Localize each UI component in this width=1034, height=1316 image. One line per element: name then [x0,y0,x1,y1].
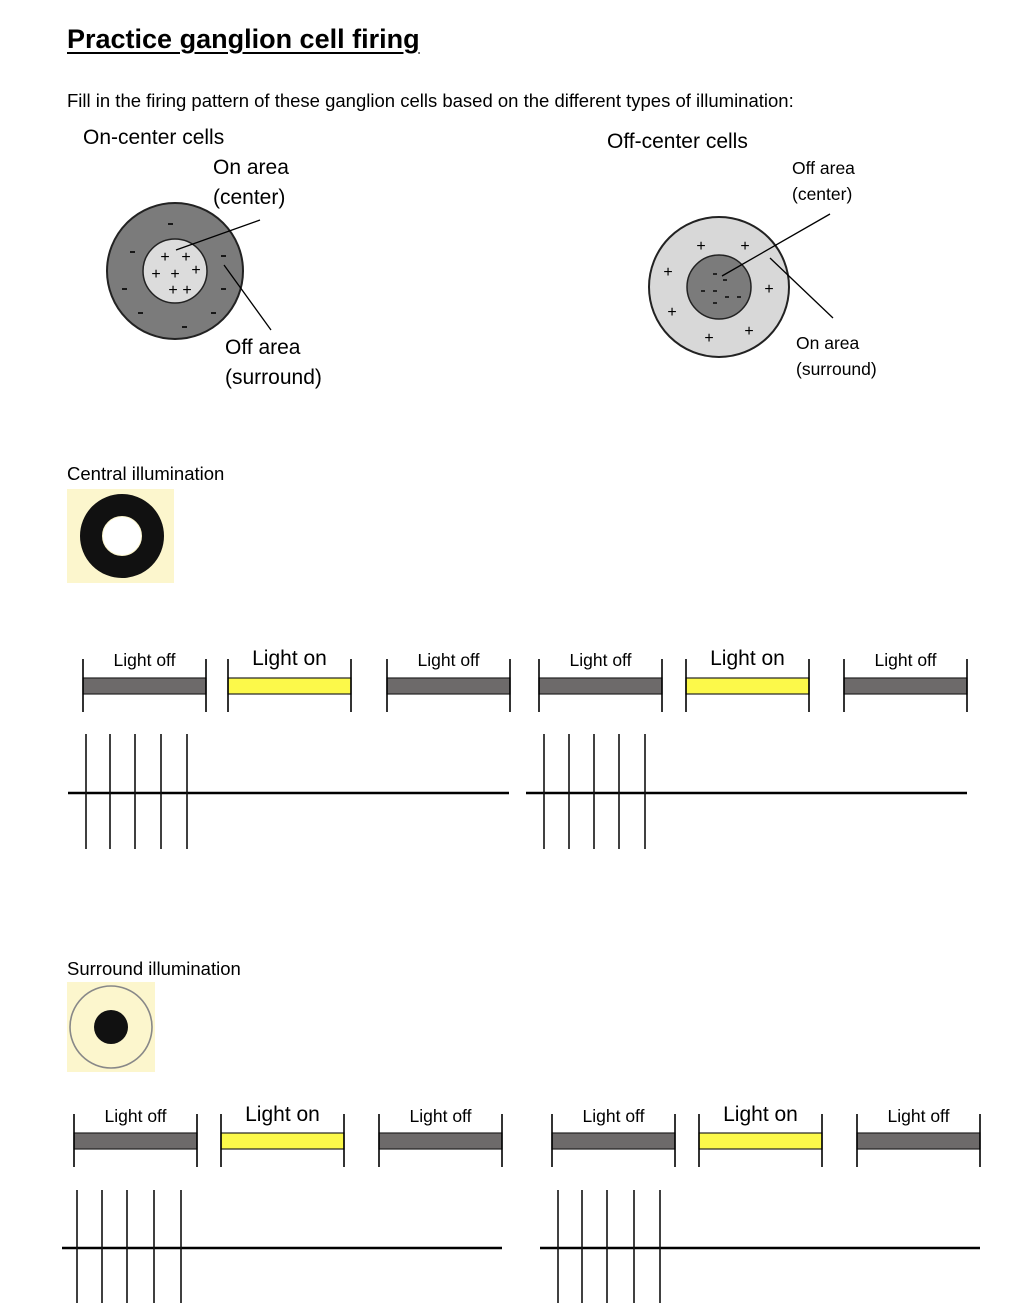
surround-illumination-label: Surround illumination [67,958,241,979]
svg-text:+: + [181,249,191,266]
svg-text:+: + [182,282,192,299]
svg-text:+: + [160,249,170,266]
svg-text:+: + [151,266,161,283]
light-off-bar [387,678,510,694]
svg-text:+: + [667,304,677,321]
page-title: Practice ganglion cell firing [67,24,420,54]
svg-text:+: + [191,262,201,279]
timeline-label: Light off [113,650,176,670]
timeline-label: Light on [252,647,327,670]
timeline-label: Light off [887,1106,950,1126]
svg-text:+: + [696,238,706,255]
timeline-label: Light off [409,1106,472,1126]
timeline-label: Light on [245,1103,320,1126]
svg-text:+: + [740,238,750,255]
on-center-heading: On-center cells [83,126,225,149]
timeline-label: Light on [723,1103,798,1126]
light-on-bar [228,678,351,694]
light-off-bar [379,1133,502,1149]
timeline-label: Light off [569,650,632,670]
light-on-bar [221,1133,344,1149]
timeline-label: Light off [104,1106,167,1126]
light-off-bar [857,1133,980,1149]
off-center-center-label: Off area (center) [792,158,855,204]
svg-text:+: + [704,330,714,347]
timeline-label: Light on [710,647,785,670]
on-center-center-label: On area (center) [213,156,289,209]
timeline-label: Light off [417,650,480,670]
light-on-bar [686,678,809,694]
off-center-surround-label: On area (surround) [796,333,877,379]
svg-text:+: + [168,282,178,299]
central-illumination-label: Central illumination [67,463,225,484]
light-off-bar [552,1133,675,1149]
instructions: Fill in the firing pattern of these ganglion cells based on the different types of illumination: [67,90,794,111]
svg-text:+: + [764,281,774,298]
off-center-heading: Off-center cells [607,130,748,153]
light-off-bar [74,1133,197,1149]
light-off-bar [83,678,206,694]
svg-text:+: + [663,264,673,281]
on-center-surround-label: Off area (surround) [225,336,322,389]
timeline-label: Light off [874,650,937,670]
light-off-bar [539,678,662,694]
svg-text:+: + [744,323,754,340]
timeline-label: Light off [582,1106,645,1126]
svg-text:+: + [170,266,180,283]
light-on-bar [699,1133,822,1149]
light-off-bar [844,678,967,694]
